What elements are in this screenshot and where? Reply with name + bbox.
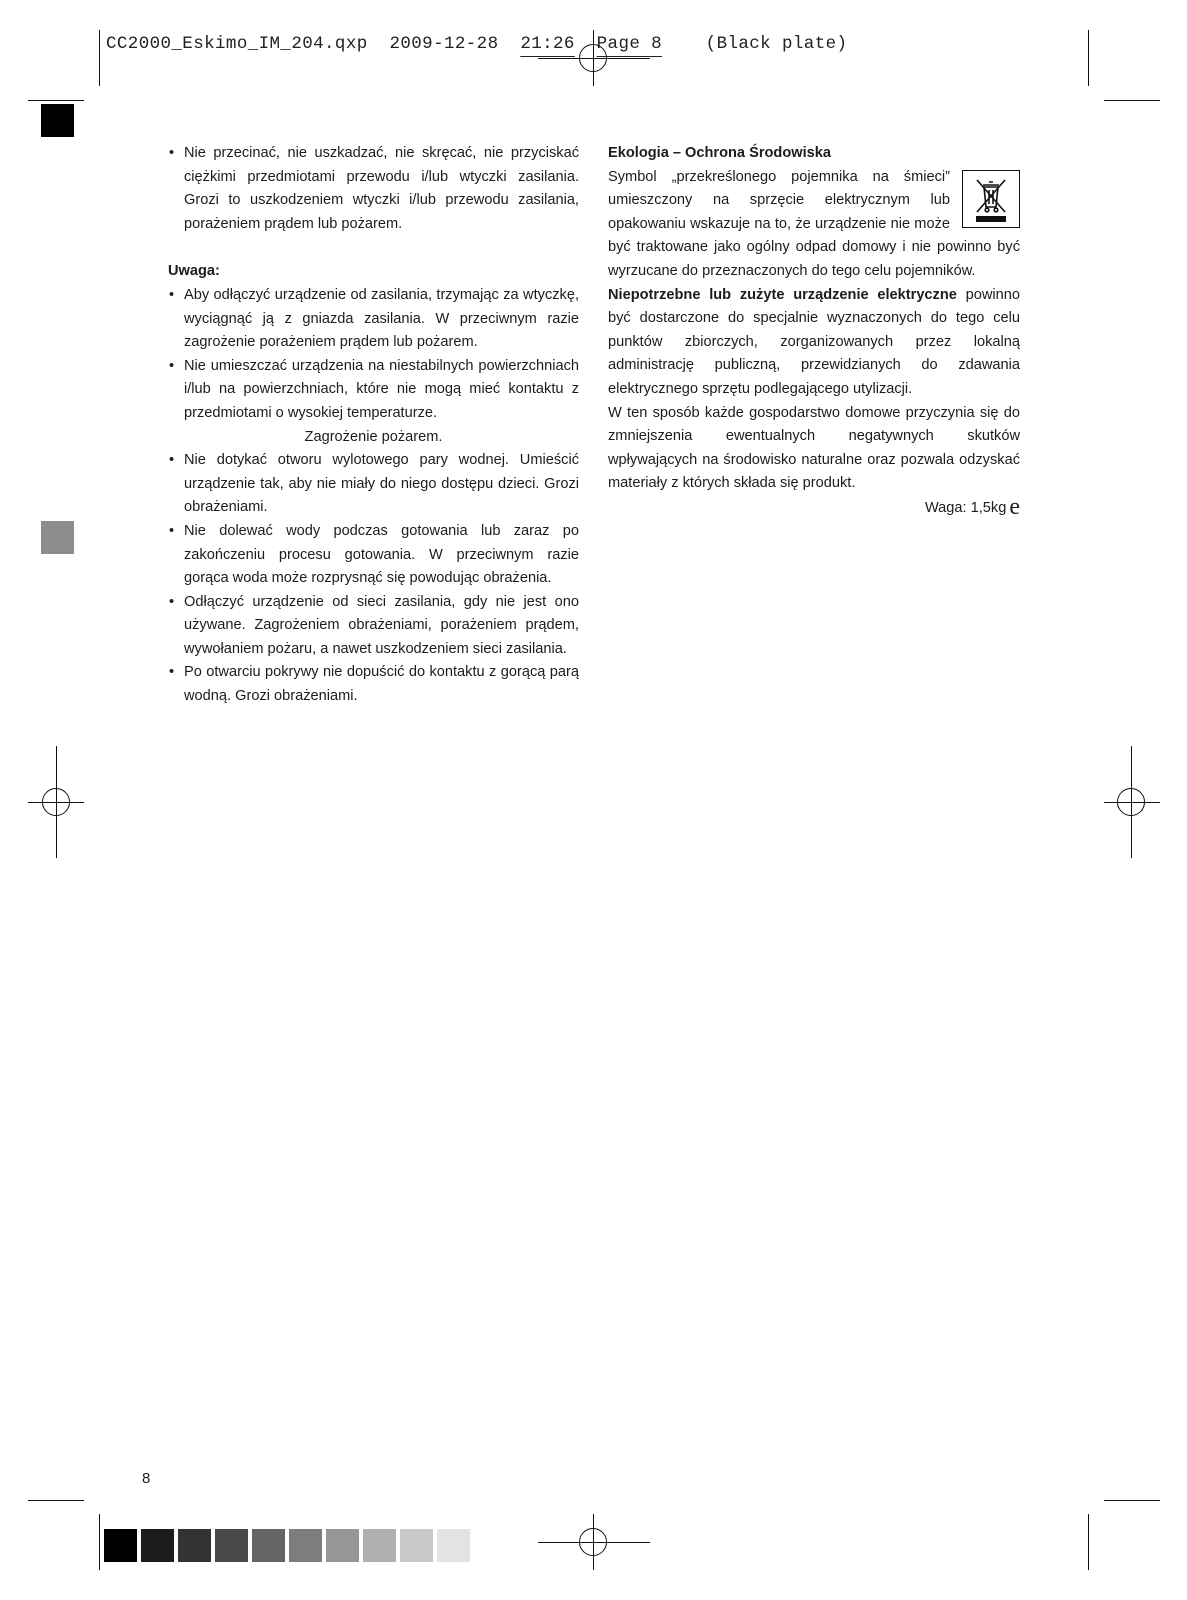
gray-ramp-swatch xyxy=(400,1529,433,1562)
household-paragraph: W ten sposób każde gospodarstwo domowe przyczynia się do zmniejszenia ewentualnych negatywnych skutków wpływających na środowisko naturalne oraz pozwala odzyskać materiały z których składa się produkt. xyxy=(608,404,1020,492)
warning-bullet: • Po otwarciu pokrywy nie dopuścić do kontaktu z gorącą parą wodną. Grozi obrażeniami. xyxy=(168,661,579,708)
print-slug xyxy=(106,34,847,54)
weee-symbol-text: Symbol „przekreślonego pojemnika na śmieci” umieszczony na sprzęcie elektrycznym lub opakowaniu wskazuje na to, że urządzenie nie może być traktowane jako ogólny odpad domowy i nie powinno być wyrzucane do przeznaczonych do tego celu pojemników. xyxy=(608,168,1020,279)
gray-ramp-swatch xyxy=(178,1529,211,1562)
slug-date: 2009-12-28 xyxy=(389,34,499,54)
slug-time: 21:26 xyxy=(520,34,575,54)
gray-ramp-bar xyxy=(104,1529,470,1562)
registration-mark-top xyxy=(579,44,607,72)
registration-mark-bottom xyxy=(579,1528,607,1556)
slug-file: CC2000_Eskimo_IM_204.qxp xyxy=(106,34,368,54)
disposal-lead: Niepotrzebne lub zużyte urządzenie elektryczne xyxy=(608,286,957,303)
gray-ramp-swatch xyxy=(104,1529,137,1562)
warning-bullet: • Nie dotykać otworu wylotowego pary wodnej. Umieścić urządzenie tak, aby nie miały do niego dostępu dzieci. Grozi obrażeniami. xyxy=(168,449,579,520)
registration-mark-right xyxy=(1117,788,1145,816)
slug-plate: (Black plate) xyxy=(705,34,848,54)
gray-ramp-swatch xyxy=(289,1529,322,1562)
gray-ramp-swatch xyxy=(363,1529,396,1562)
registration-mark-left xyxy=(42,788,70,816)
fire-risk-note: Zagrożenie pożarem. xyxy=(304,428,443,445)
left-column xyxy=(168,142,579,709)
uwaga-heading: Uwaga: xyxy=(168,263,220,280)
crop-mark-bottom-left-h xyxy=(28,1500,84,1501)
ecology-heading: Ekologia – Ochrona Środowiska xyxy=(608,145,832,161)
warning-bullet: • Aby odłączyć urządzenie od zasilania, trzymając za wtyczkę, wyciągnąć ją z gniazda zasilania. W przeciwnym razie zagrożenie porażeniem prądem lub pożarem. xyxy=(168,284,579,355)
gray-side-marker xyxy=(41,521,74,554)
gray-ramp-swatch xyxy=(437,1529,470,1562)
crop-mark-bottom-right-h xyxy=(1104,1500,1160,1501)
gray-ramp-swatch xyxy=(252,1529,285,1562)
warning-bullet: • Nie umieszczać urządzenia na niestabilnych powierzchniach i/lub na powierzchniach, które nie mogą mieć kontaktu z przedmiotami o wysokiej temperaturze. xyxy=(168,355,579,426)
gray-ramp-swatch xyxy=(215,1529,248,1562)
weight-line xyxy=(608,493,1020,521)
gray-ramp-swatch xyxy=(326,1529,359,1562)
crop-mark-top-right-h xyxy=(1104,100,1160,101)
page-number: 8 xyxy=(142,1470,151,1487)
warning-bullet: • Nie przecinać, nie uszkadzać, nie skręcać, nie przyciskać ciężkimi przedmiotami przewodu i/lub wtyczki zasilania. Grozi to uszkodzeniem wtyczki i/lub przewodu zasilania, porażeniem prądem lub pożarem. xyxy=(168,142,579,236)
crop-mark-top-left-h xyxy=(28,100,84,101)
crop-mark-top-left-v xyxy=(99,30,100,86)
weight-value: Waga: 1,5kg xyxy=(924,499,1007,516)
ce-mark: e xyxy=(1009,493,1020,520)
warning-bullet: • Odłączyć urządzenie od sieci zasilania, gdy nie jest ono używane. Zagrożeniem obrażeniami, porażeniem prądem, wywołaniem pożaru, a nawet uszkodzeniem sieci zasilania. xyxy=(168,591,579,662)
slug-page: Page 8 xyxy=(596,34,663,54)
right-column xyxy=(608,142,1020,521)
warning-bullet: • Nie dolewać wody podczas gotowania lub zaraz po zakończeniu procesu gotowania. W przeciwnym razie gorąca woda może rozprysnąć się powodując obrażenia. xyxy=(168,520,579,591)
disposal-paragraph xyxy=(608,284,1020,402)
crop-mark-bottom-right-v xyxy=(1088,1514,1089,1570)
crop-mark-top-right-v xyxy=(1088,30,1089,86)
gray-ramp-swatch xyxy=(141,1529,174,1562)
crop-mark-bottom-left-v xyxy=(99,1514,100,1570)
black-corner-marker xyxy=(41,104,74,137)
disposal-text: powinno być dostarczone do specjalnie wyznaczonych do tego celu punktów zbiorczych, zorganizowanych przez lokalną administrację publiczną, przewidzianych do zdawania elektrycznego sprzętu podlegającego utylizacji. xyxy=(608,286,1020,397)
crossed-bin-icon xyxy=(962,170,1020,228)
